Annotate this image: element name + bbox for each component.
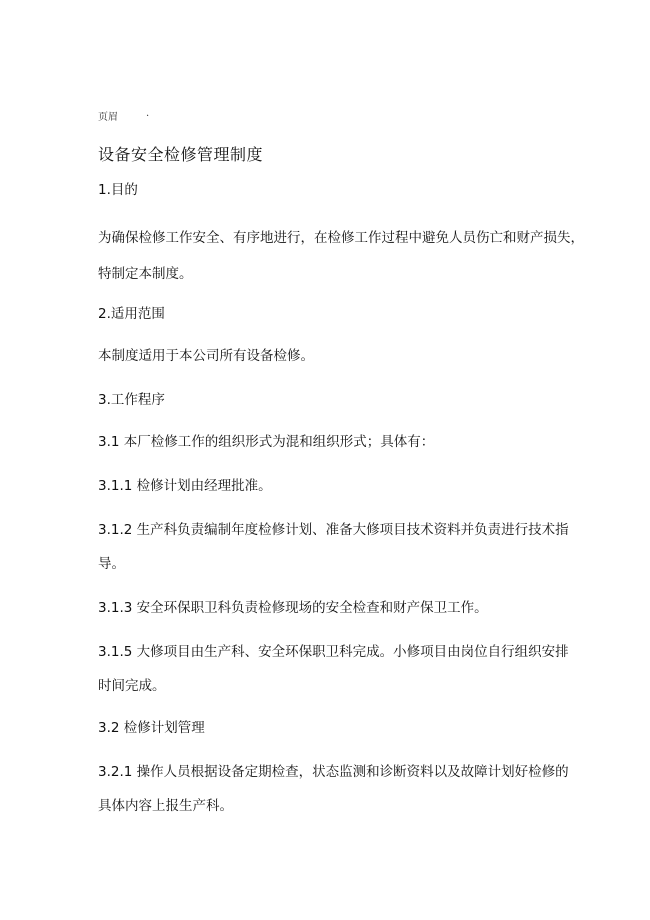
page-header: [98, 108, 150, 123]
header-label: 页眉: [98, 112, 118, 123]
section-3-1-5-line-2: 时间完成。: [98, 678, 166, 694]
section-1-text-line-2: 特制定本制度。: [98, 266, 193, 282]
section-3-1-text: 3.1 本厂检修工作的组织形式为混和组织形式；具体有：: [98, 434, 435, 450]
section-3-2-1-line-2: 具体内容上报生产科。: [98, 798, 233, 814]
section-3-1-2-line-2: 导。: [98, 556, 125, 572]
section-3-1-1-text: 3.1.1 检修计划由经理批准。: [98, 478, 272, 494]
section-1-heading: 1.目的: [98, 182, 138, 198]
section-1-text-line-1: 为确保检修工作安全、有序地进行，在检修工作过程中避免人员伤亡和财产损失，: [98, 230, 584, 246]
header-dot: .: [146, 108, 150, 119]
section-3-1-5-line-1: 3.1.5 大修项目由生产科、安全环保职卫科完成。小修项目由岗位自行组织安排: [98, 644, 569, 660]
section-3-1-2-line-1: 3.1.2 生产科负责编制年度检修计划、准备大修项目技术资料并负责进行技术指: [98, 522, 569, 538]
section-3-heading: 3.工作程序: [98, 392, 165, 408]
section-3-1-3-text: 3.1.3 安全环保职卫科负责检修现场的安全检查和财产保卫工作。: [98, 600, 488, 616]
section-3-2-heading: 3.2 检修计划管理: [98, 720, 205, 736]
document-title: 设备安全检修管理制度: [98, 145, 264, 164]
section-2-heading: 2.适用范围: [98, 306, 165, 322]
section-2-text: 本制度适用于本公司所有设备检修。: [98, 348, 314, 364]
section-3-2-1-line-1: 3.2.1 操作人员根据设备定期检查，状态监测和诊断资料以及故障计划好检修的: [98, 764, 569, 780]
